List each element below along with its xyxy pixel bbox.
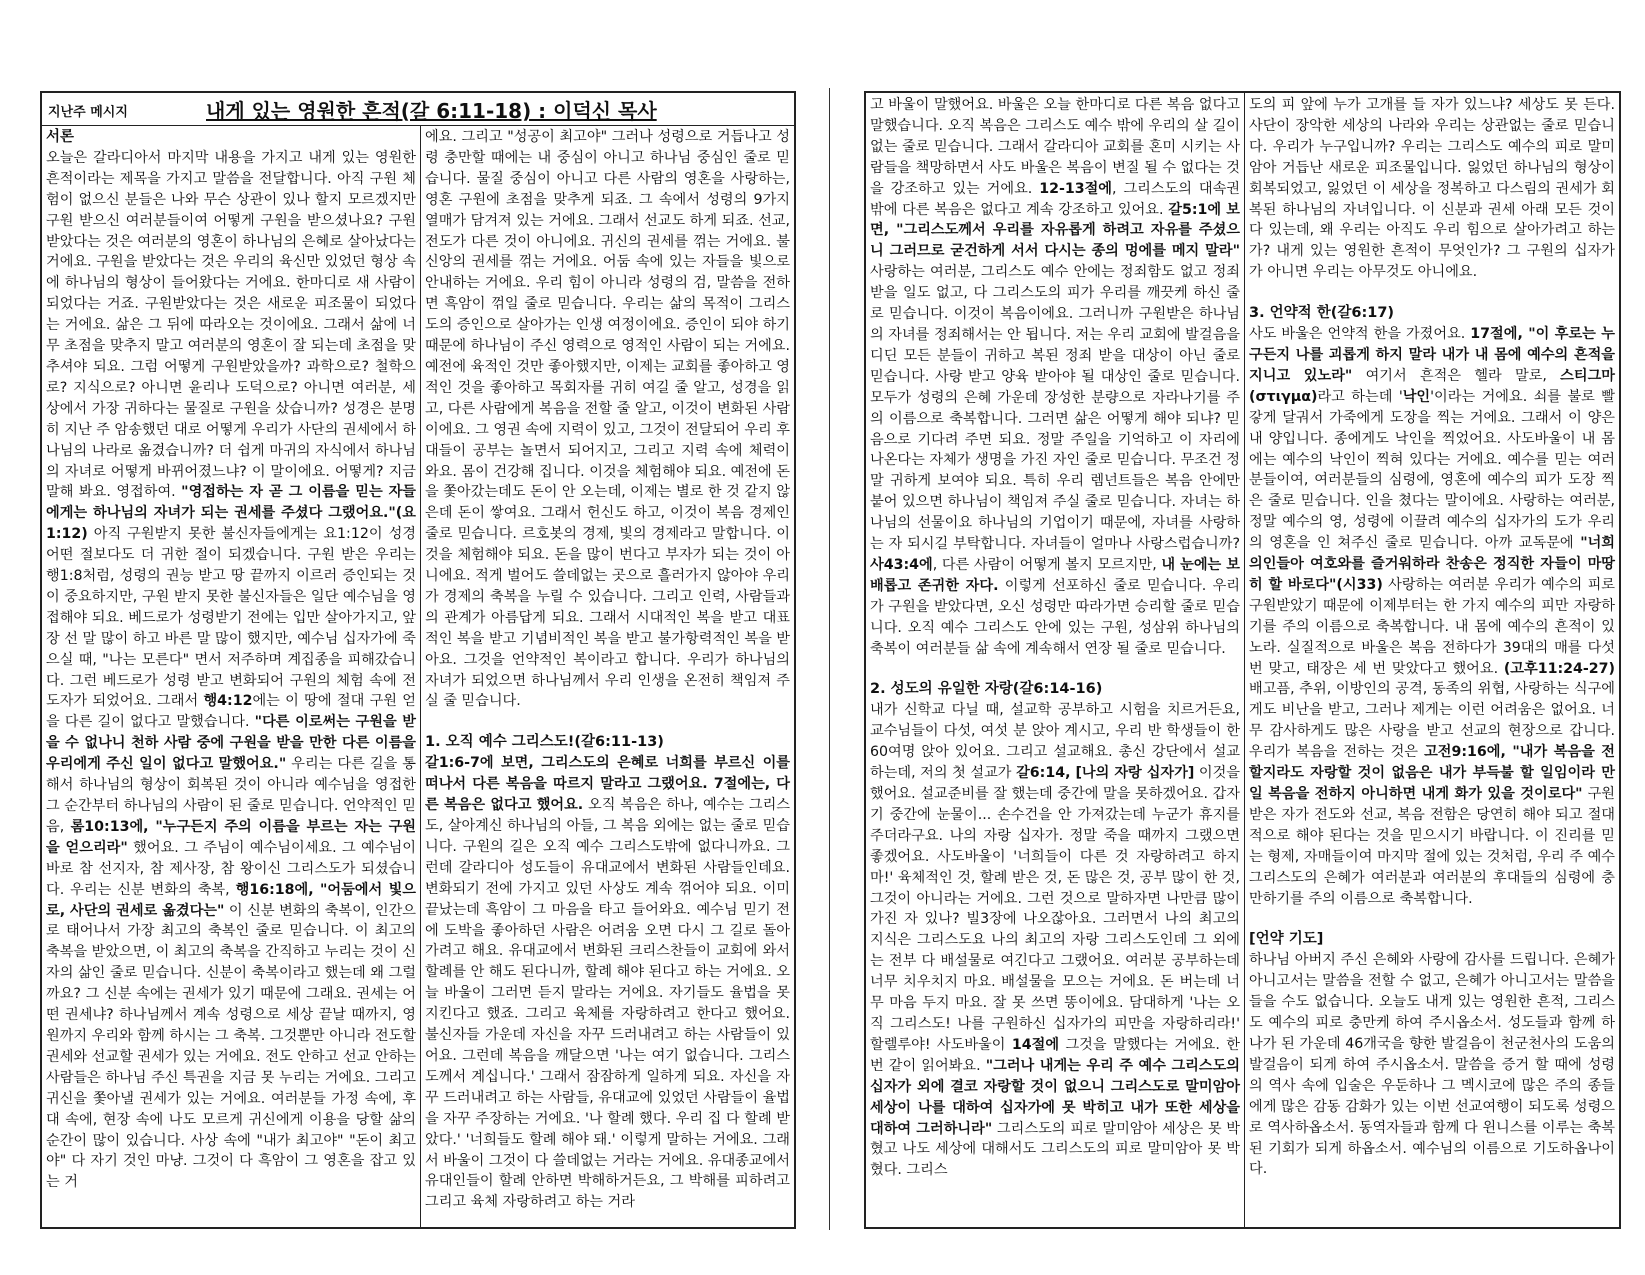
column-2 [421,125,794,1227]
section-1-heading: 1. 오직 예수 그리스도!(갈6:11-13) [425,734,664,751]
section-3-paragraph: 사도 바울은 언약적 한을 가졌어요. 17절에, "이 후로는 누구든지 나를 괴롭게 하지 말라 내가 내 몸에 예수의 흔적을 지니고 있노라" 여기서 흔적은 헬라 말로, 스티그마(στιγμα)라고 하는데 '낙인'이라는 거에요. 쇠를 불로 빨갛게 달궈서 가죽에게 도장을 찍는 거에요. 그래서 이 양은 내 양입니다. 종에게도 낙인을 찍었어요. 사도바울이 내 몸에는 예수의 낙인이 찍혀 있다는 거에요. 예수를 믿는 여러분들이여, 여러분들의 심령에, 영혼에 예수의 피가 도장 찍은 줄로 믿습니다. 인을 쳤다는 말이에요. 사랑하는 여러분, 정말 예수의 영, 성령에 이끌려 예수의 십자가의 도가 우리의 영혼을 인 쳐주신 줄로 믿습니다. 아까 교독문에 "너희 의인들아 여호와를 즐거워하라 찬송은 정직한 자들이 마땅히 할 바로다"(시33) 사랑하는 여러분 우리가 예수의 피로 구원받았기 때문에 이제부터는 한 가지 예수의 피만 자랑하기를 주의 이름으로 축복합니다. 내 몸에 예수의 흔적이 있노라. 실질적으로 바울은 복음 전하다가 39대의 매를 다섯 번 맞고, 태장은 세 번 맞았다고 했어요. (고후11:24-27) 배고픔, 추위, 이방인의 공격, 동족의 위협, 사랑하는 식구에게도 비난을 받고, 그러나 제게는 이런 어려움은 없어요. 너무 감사하게도 많은 사랑을 받고 선교의 현장으로 갑니다. 우리가 복음을 전하는 것은 고전9:16에, "내가 복음을 전할지라도 자랑할 것이 없음은 내가 부득불 할 일임이라 만일 복음을 전하지 아니하면 내게 화가 있을 것이로다" 구원 받은 자가 전도와 선교, 복음 전함은 당연히 해야 되고 절대적으로 해야 된다는 것을 믿으시기 바랍니다. 이 진리를 믿는 형제, 자매들이여 마지막 절에 있는 것처럼, 우리 주 예수 그리스도의 은혜가 여러분과 여러분의 후대들의 심령에 충만하기를 주의 이름으로 축복합니다. [1249,326,1616,907]
section-2-heading: 2. 성도의 유일한 자랑(갈6:14-16) [870,681,1103,698]
section-2-paragraph: 내가 신학교 다닐 때, 설교학 공부하고 시험을 치르거든요, 교수님들이 다섯, 여섯 분 앉아 계시고, 우리 반 학생들이 한 60여명 앉아 있어요. 그리고 설교해요. 총신 강단에서 설교하는데, 저의 첫 설교가 갈6:14, [나의 자랑 십자가] 이것을 했어요. 설교준비를 잘 했는데 중간에 말을 못하겠어요. 갑자기 중간에 눈물이... 손수건을 안 가져갔는데 누군가 휴지를 주더라구요. 나의 자랑 십자가. 정말 죽을 때까지 그랬으면 좋겠어요. 사도바울이 '너희들이 다른 것 자랑하려고 하지마!' 육체적인 것, 할례 받은 것, 돈 많은 것, 공부 많이 한 것, 그것이 아니라는 거에요. 그런 것으로 말하자면 나만큼 많이 가진 자 있나? 빌3장에 나오잖아요. 그러면서 나의 최고의 지식은 그리스도요 나의 최고의 자랑 그리스도인데 그 외에는 전부 다 배설물로 여긴다고 그랬어요. 여러분 공부하는데 너무 치우치지 마요. 배설물을 모으는 거에요. 돈 버는데 너무 마음 두지 마요. 잘 못 쓰면 똥이에요. 담대하게 '나는 오직 그리스도! 나를 구원하신 십자가의 피만을 자랑하리라!' 할렐루야! 사도바울이 14절에 그것을 말했다는 거에요. 한 번 같이 읽어봐요. "그러나 내게는 우리 주 예수 그리스도의 십자가 외에 결코 자랑할 것이 없으니 그리스도로 말미암아 세상이 나를 대하여 십자가에 못 박히고 내가 또한 세상을 대하여 그러하니라" 그리스도의 피로 말미암아 세상은 못 박혔고 나도 세상에 대해서도 그리스도의 피로 말미암아 못 박혔다. 그리스 [870,702,1240,1179]
prayer-paragraph: 하나님 아버지 주신 은혜와 사랑에 감사를 드립니다. 은혜가 아니고서는 말씀을 전할 수 없고, 은혜가 아니고서는 말씀을 들을 수도 없습니다. 오늘도 내게 있는 영원한 흔적, 그리스도 예수의 피로 충만케 하여 주시옵소서. 성도들과 함께 하나가 된 가운데 46개국을 향한 발걸음이 천군천사의 도움의 발걸음이 되게 하여 주시옵소서. 말씀을 증거 할 때에 성령의 역사 속에 입술은 우둔하나 그 멕시코에 많은 주의 종들에게 많은 감동 감화가 있는 이번 선교여행이 되도록 성령으로 역사하옵소서. 동역자들과 함께 다 윈니스를 이루는 축복된 기회가 되게 하옵소서. 예수님의 이름으로 기도하옵나이다. [1249,952,1615,1178]
page-header [42,93,794,126]
section-1-paragraph: 갈1:6-7에 보면, 그리스도의 은혜로 너희를 부르신 이를 떠나서 다른 복음을 따르지 말라고 그랬어요. 7절에는, 다른 복음은 없다고 했어요. 오직 복음은 하나, 예수는 그리스도, 살아계신 하나님의 아들, 그 복음 외에는 없는 줄로 믿습니다. 구원의 길은 오직 예수 그리스도밖에 없다니까요. 그런데 갈라디아 성도들이 유대교에서 변화된 사람들인데요. 변화되기 전에 가지고 있던 사상도 계속 꺾어야 되요. 이미 끝났는데 흑암이 그 마음을 타고 들어와요. 예수님 믿기 전에 도박을 좋아하던 사람은 어려움 오면 다시 그 길로 돌아가려고 해요. 유대교에서 변화된 크리스찬들이 교회에 와서 할례를 안 해도 된다니까, 할례 해야 된다고 하는 거에요. 오늘 바울이 그러면 듣지 말라는 거에요. 자기들도 율법을 못 지킨다고 했죠. 그리고 육체를 자랑하려고 한다고 했어요. 불신자들 가운데 자신을 자꾸 드러내려고 하는 사람들이 있어요. 그런데 복음을 깨달으면 '나는 여기 없습니다. 그리스도께서 계십니다.' 그래서 잠잠하게 일하게 되요. 자신을 자꾸 드러내려고 하는 사람들, 유대교에 있었던 사람들이 율법을 자꾸 주장하는 거에요. '나 할례 했다. 우리 집 다 할례 받았다.' '너희들도 할례 해야 돼.' 이렇게 말하는 거에요. 그래서 바울이 그것이 다 쓸데없는 거라는 거에요. 유대종교에서 유대인들이 할례 안하면 박해하거든요, 그 박해를 피하려고 그리고 육체 자랑하려고 하는 거라 [425,755,791,1211]
prayer-heading: [언약 기도] [1249,931,1324,948]
section-3-heading: 3. 언약적 한(갈6:17) [1249,305,1395,322]
body-paragraph: 에요. 그리고 "성공이 최고야" 그러나 성령으로 거듭나고 성령 충만할 때에는 내 중심이 아니고 하나님 중심인 줄로 믿습니다. 물질 중심이 아니고 다른 사람의 영혼을 사랑하는, 영혼 구원에 초점을 맞추게 되죠. 그 속에서 성령의 9가지 열매가 담겨져 있는 거에요. 그래서 선교도 하게 되죠. 선교, 전도가 다른 것이 아니에요. 귀신의 권세를 꺾는 거에요. 불신앙의 권세를 꺾는 거에요. 어둠 속에 있는 자들을 빛으로 안내하는 거에요. 우리 힘이 아니라 성령의 검, 말씀을 전하면 흑암이 꺾일 줄로 믿습니다. 우리는 삶의 목적이 그리스도의 증인으로 살아가는 인생 여정이에요. 증인이 되야 하기 때문에 하나님이 주신 영력으로 영적인 사람이 되는 거에요. 예전에 육적인 것만 좋아했지만, 이제는 교회를 좋아하고 영적인 것을 좋아하고 목회자를 귀히 여길 줄 알고, 성경을 읽고, 다른 사람에게 복음을 전할 줄 알고, 이것이 변화된 사람이에요. 그 영권 속에 지력이 있고, 그것이 전달되어 우리 후대들이 공부는 놀면서 되어지고, 그리고 지력 속에 체력이 와요. 몸이 건강해 집니다. 이것을 체험해야 되요. 예전에 돈을 쫓아갔는데도 돈이 안 오는데, 이제는 별로 한 것 같지 않은데 돈이 쌓여요. 그래서 헌신도 하고, 이것이 복음 경제인 줄로 믿습니다. 르호봇의 경제, 빛의 경제라고 말합니다. 이것을 체험해야 되요. 돈을 많이 번다고 부자가 되는 것이 아니에요. 적게 벌어도 쓸데없는 곳으로 흘러가지 않아야 우리가 경제의 축복을 누릴 수 있습니다. 그리고 인력, 사람들과의 관계가 아름답게 되요. 그래서 시대적인 복을 받고 대표적인 복을 받고 기념비적인 복을 받고 불가항력적인 복을 받아요. 그것을 언약적인 복이라고 합니다. 우리가 하나님의 자녀가 되었으면 하나님께서 우리 인생을 온전히 책임져 주실 줄 믿습니다. [425,129,791,710]
intro-paragraph: 오늘은 갈라디아서 마지막 내용을 가지고 내게 있는 영원한 흔적이라는 제목을 가지고 말씀을 전달합니다. 아직 구원 체험이 없으신 분들은 나와 무슨 상관이 있나 할지 모르겠지만 구원 받으신 여러분들이여 어떻게 구원을 받으셨나요? 구원 받았다는 것은 여러분의 영혼이 하나님의 은혜로 살아났다는 거에요. 구원을 받았다는 것은 우리의 육신만 있었던 형상 속에 하나님의 형상이 들어왔다는 거에요. 한마디로 새 사람이 되었다는 거죠. 구원받았다는 것은 새로운 피조물이 되었다는 거에요. 삶은 그 뒤에 따라오는 것이에요. 그래서 삶에 너무 초점을 맞추지 말고 여러분의 영혼이 잘 되는데 초점을 맞추셔야 되요. 그럼 어떻게 구원받았을까? 과학으로? 철학으로? 지식으로? 아니면 윤리나 도덕으로? 아니면 여러분, 세상에서 가장 귀하다는 물질로 구원을 샀습니까? 성경은 분명히 지난 주 암송했던 대로 어떻게 우리가 사단의 권세에서 하나님의 나라로 옮겼습니까? 더 쉽게 마귀의 자식에서 하나님의 자녀로 어떻게 바뀌어졌느냐? 이 말이에요. 어떻게? 지금 말해 봐요. 영접하여. "영접하는 자 곧 그 이름을 믿는 자들에게는 하나님의 자녀가 되는 권세를 주셨다 그랬어요."(요1:12) 아직 구원받지 못한 불신자들에게는 요1:12이 성경 어떤 절보다도 더 귀한 절이 되겠습니다. 구원 받은 우리는 행1:8처럼, 성령의 권능 받고 땅 끝까지 이르러 증인되는 것이 중요하지만, 구원 받지 못한 불신자들은 일단 예수님을 영접해야 되요. 베드로가 성령받기 전에는 입만 살아가지고, 앞장 선 말 많이 하고 바른 말 많이 했지만, 예수님 십자가에 죽으실 때, "나는 모른다" 면서 저주하며 계집종을 피해갔습니다. 그런 베드로가 성령 받고 변화되어 구원의 체험 속에 전도자가 되었어요. 그래서 행4:12에는 이 땅에 절대 구원 얻을 다른 길이 없다고 말했습니다. "다른 이로써는 구원을 받을 수 없나니 천하 사람 중에 구원을 받을 만한 다른 이름을 우리에게 주신 일이 없다고 말했어요." 우리는 다른 길을 통해서 하나님의 형상이 회복된 것이 아니라 예수님을 영접한 그 순간부터 하나님의 사람이 된 줄로 믿습니다. 언약적인 믿음, 롬10:13에, "누구든지 주의 이름을 부르는 자는 구원을 얻으리라" 했어요. 그 주님이 예수님이세요. 그 예수님이 바로 참 선지자, 참 제사장, 참 왕이신 그리스도가 되셨습니다. 우리는 신분 변화의 축복, 행16:18에, "어둠에서 빛으로, 사단의 권세로 옮겼다는" 이 신분 변화의 축복이, 인간으로 태어나서 가장 최고의 축복인 줄로 믿습니다. 이 최고의 축복을 받았으면, 이 최고의 축복을 간직하고 누리는 것이 신자의 삶인 줄로 믿습니다. 신분이 축복이라고 했는데 왜 그럴까요? 그 신분 속에는 권세가 있기 때문에 그래요. 권세는 어떤 권세냐? 하나님께서 계속 성령으로 세상 끝날 때까지, 영원까지 우리와 함께 하시는 그 축복. 그것뿐만 아니라 전도할 권세와 선교할 권세가 있는 거에요. 전도 안하고 선교 안하는 사람들은 하나님 주신 특권을 지금 못 누리는 거에요. 그리고 귀신을 쫓아낼 권세가 있는 거에요. 여러분들 가정 속에, 후대 속에, 현장 속에 나도 모르게 귀신에게 이용을 당할 삶의 순간이 많이 있습니다. 사상 속에 "내가 최고야" "돈이 최고야" 다 자기 것인 마냥. 그것이 다 흑암이 그 영혼을 잡고 있는 거 [46,149,417,1191]
bulletin-page-left [40,91,796,1229]
column-4 [1245,93,1619,1227]
section-tag: 지난주 메시지 [48,105,128,120]
body-paragraph: 고 바울이 말했어요. 바울은 오늘 한마디로 다른 복음 없다고 말했습니다. 오직 복음은 그리스도 예수 밖에 우리의 살 길이 없는 줄로 믿습니다. 그래서 갈라디아 교회를 혼미 시키는 사람들을 책망하면서 사도 바울은 복음이 변질 될 수 없다는 것을 강조하고 있는 거에요. 12-13절에, 그리스도의 대속권 밖에 다른 복음은 없다고 계속 강조하고 있어요. 갈5:1에 보면, "그리스도께서 우리를 자유롭게 하려고 자유를 주셨으니 그러므로 굳건하게 서서 다시는 종의 멍에를 메지 말라" 사랑하는 여러분, 그리스도 예수 안에는 정죄함도 없고 정죄 받을 일도 없고, 다 그리스도의 피가 우리를 깨끗케 하신 줄로 믿습니다. 이것이 복음이에요. 그러니까 구원받은 하나님의 자녀를 정죄해서는 안 됩니다. 저는 우리 교회에 발걸음을 디딘 모든 분들이 귀하고 복된 정죄 받을 대상이 아닌 줄로 믿습니다. 사랑 받고 양육 받아야 될 대상인 줄로 믿습니다. 모두가 성령의 은혜 가운데 장성한 분량으로 자라나기를 주의 이름으로 축복합니다. 그러면 삶은 어떻게 해야 되냐? 믿음으로 기다려 주면 되요. 정말 주일을 기억하고 이 자리에 나온다는 자체가 생명을 가진 자인 줄로 믿습니다. 무조건 정말 귀하게 보여야 되요. 특히 우리 렘넌트들은 복음 안에만 붙어 있으면 하나님이 책임져 주실 줄로 믿습니다. 자녀는 하나님의 선물이요 하나님의 기업이기 때문에, 자녀를 사랑하는 자 되시길 부탁합니다. 자녀들이 얼마나 사랑스럽습니까? 사43:4에, 다른 사람이 어떻게 볼지 모르지만, 내 눈에는 보배롭고 존귀한 자다. 이렇게 선포하신 줄로 믿습니다. 우리가 구원을 받았다면, 오신 성령만 따라가면 승리할 줄로 믿습니다. 오직 예수 그리스도 안에 있는 구원, 성삼위 하나님의 축복이 여러분들 삶 속에 계속해서 연장 될 줄로 믿습니다. [870,97,1240,657]
intro-heading: 서론 [46,129,75,145]
column-1 [42,125,420,1227]
body-paragraph: 도의 피 앞에 누가 고개를 들 자가 있느냐? 세상도 못 든다. 사단이 장악한 세상의 나라와 우리는 상관없는 줄로 믿습니다. 우리가 누구입니까? 우리는 그리스도 예수의 피로 말미암아 거듭난 새로운 피조물입니다. 잃었던 하나님의 형상이 회복되었고, 잃었던 이 세상을 정복하고 다스림의 권세가 회복된 하나님의 자녀입니다. 이 신분과 권세 아래 모든 것이 다 있는데, 왜 우리는 아직도 우리 힘으로 살아가려고 하는가? 내게 있는 영원한 흔적이 무엇인가? 그 구원의 십자가가 아니면 우리는 아무것도 아니에요. [1249,97,1615,281]
sermon-title: 내게 있는 영원한 흔적(갈 6:11-18) : 이덕신 목사 [206,99,657,123]
page-separator [829,88,830,1230]
bulletin-page-right [864,91,1621,1229]
column-3 [866,93,1244,1227]
